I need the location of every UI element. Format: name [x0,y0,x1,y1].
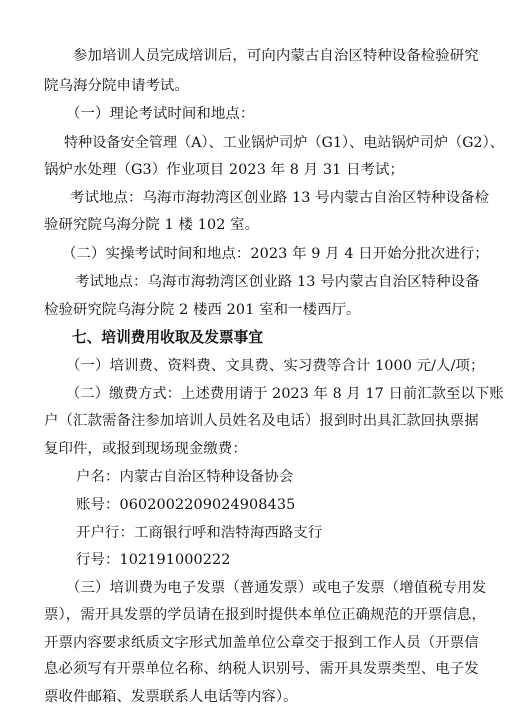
account-name: 户名：内蒙古自治区特种设备协会 [76,469,294,486]
body-text-line: 院乌海分院申请考试。 [44,77,189,94]
body-text-line: 票收件邮箱、发票联系人电话等内容）。 [44,689,298,705]
body-text-line: 锅炉水处理（G3）作业项目 2023 年 8 月 31 日考试； [44,162,405,179]
body-text-line: （三）培训费为电子发票（普通发票）或电子发票（增值税专用发 [66,579,487,596]
body-text-line: 考试地点：乌海市海勃湾区创业路 13 号内蒙古自治区特种设备 [75,274,480,291]
body-text-line: （二）缴费方式：上述费用请于 2023 年 8 月 17 日前汇款至以下账 [66,385,504,402]
subsection-title: （二）实操考试时间和地点：2023 年 9 月 4 日开始分批次进行； [62,245,489,262]
body-text-line: 息必须写有开票单位名称、纳税人识别号、需开具发票类型、电子发 [44,661,479,678]
body-text-line: 考试地点：乌海市海勃湾区创业路 13 号内蒙古自治区特种设备检 [70,189,490,206]
body-text-line: 复印件，或报到现场现金缴费： [44,440,247,457]
section-heading: 七、培训费用收取及发票事宜 [72,328,264,346]
body-text-line: 户（汇款需备注参加培训人员姓名及电话）报到时出具汇款回执票据 [44,413,479,430]
account-number: 账号：0602002209024908435 [76,496,296,513]
body-text-line: （一）培训费、资料费、文具费、实习费等合计 1000 元/人/项； [66,358,485,374]
subsection-title: （一）理论考试时间和地点： [66,106,255,122]
body-text-line: 特种设备安全管理（A）、工业锅炉司炉（G1）、电站锅炉司炉（G2）、 [64,134,504,151]
body-text-line: 票），需开具发票的学员请在报到时提供本单位正确规范的开票信息， [44,607,487,624]
body-text-line: 开票内容要求纸质文字形式加盖单位公章交于报到工作人员（开票信 [44,634,479,651]
bank-name: 开户行：工商银行呼和浩特海西路支行 [76,524,323,541]
body-text-line: 验研究院乌海分院 1 楼 102 室。 [44,217,260,234]
bank-code: 行号：102191000222 [76,552,231,569]
body-text-line: 参加培训人员完成培训后，可向内蒙古自治区特种设备检验研究 [73,48,479,64]
body-text-line: 检验研究院乌海分院 2 楼西 201 室和一楼西厅。 [44,301,361,318]
